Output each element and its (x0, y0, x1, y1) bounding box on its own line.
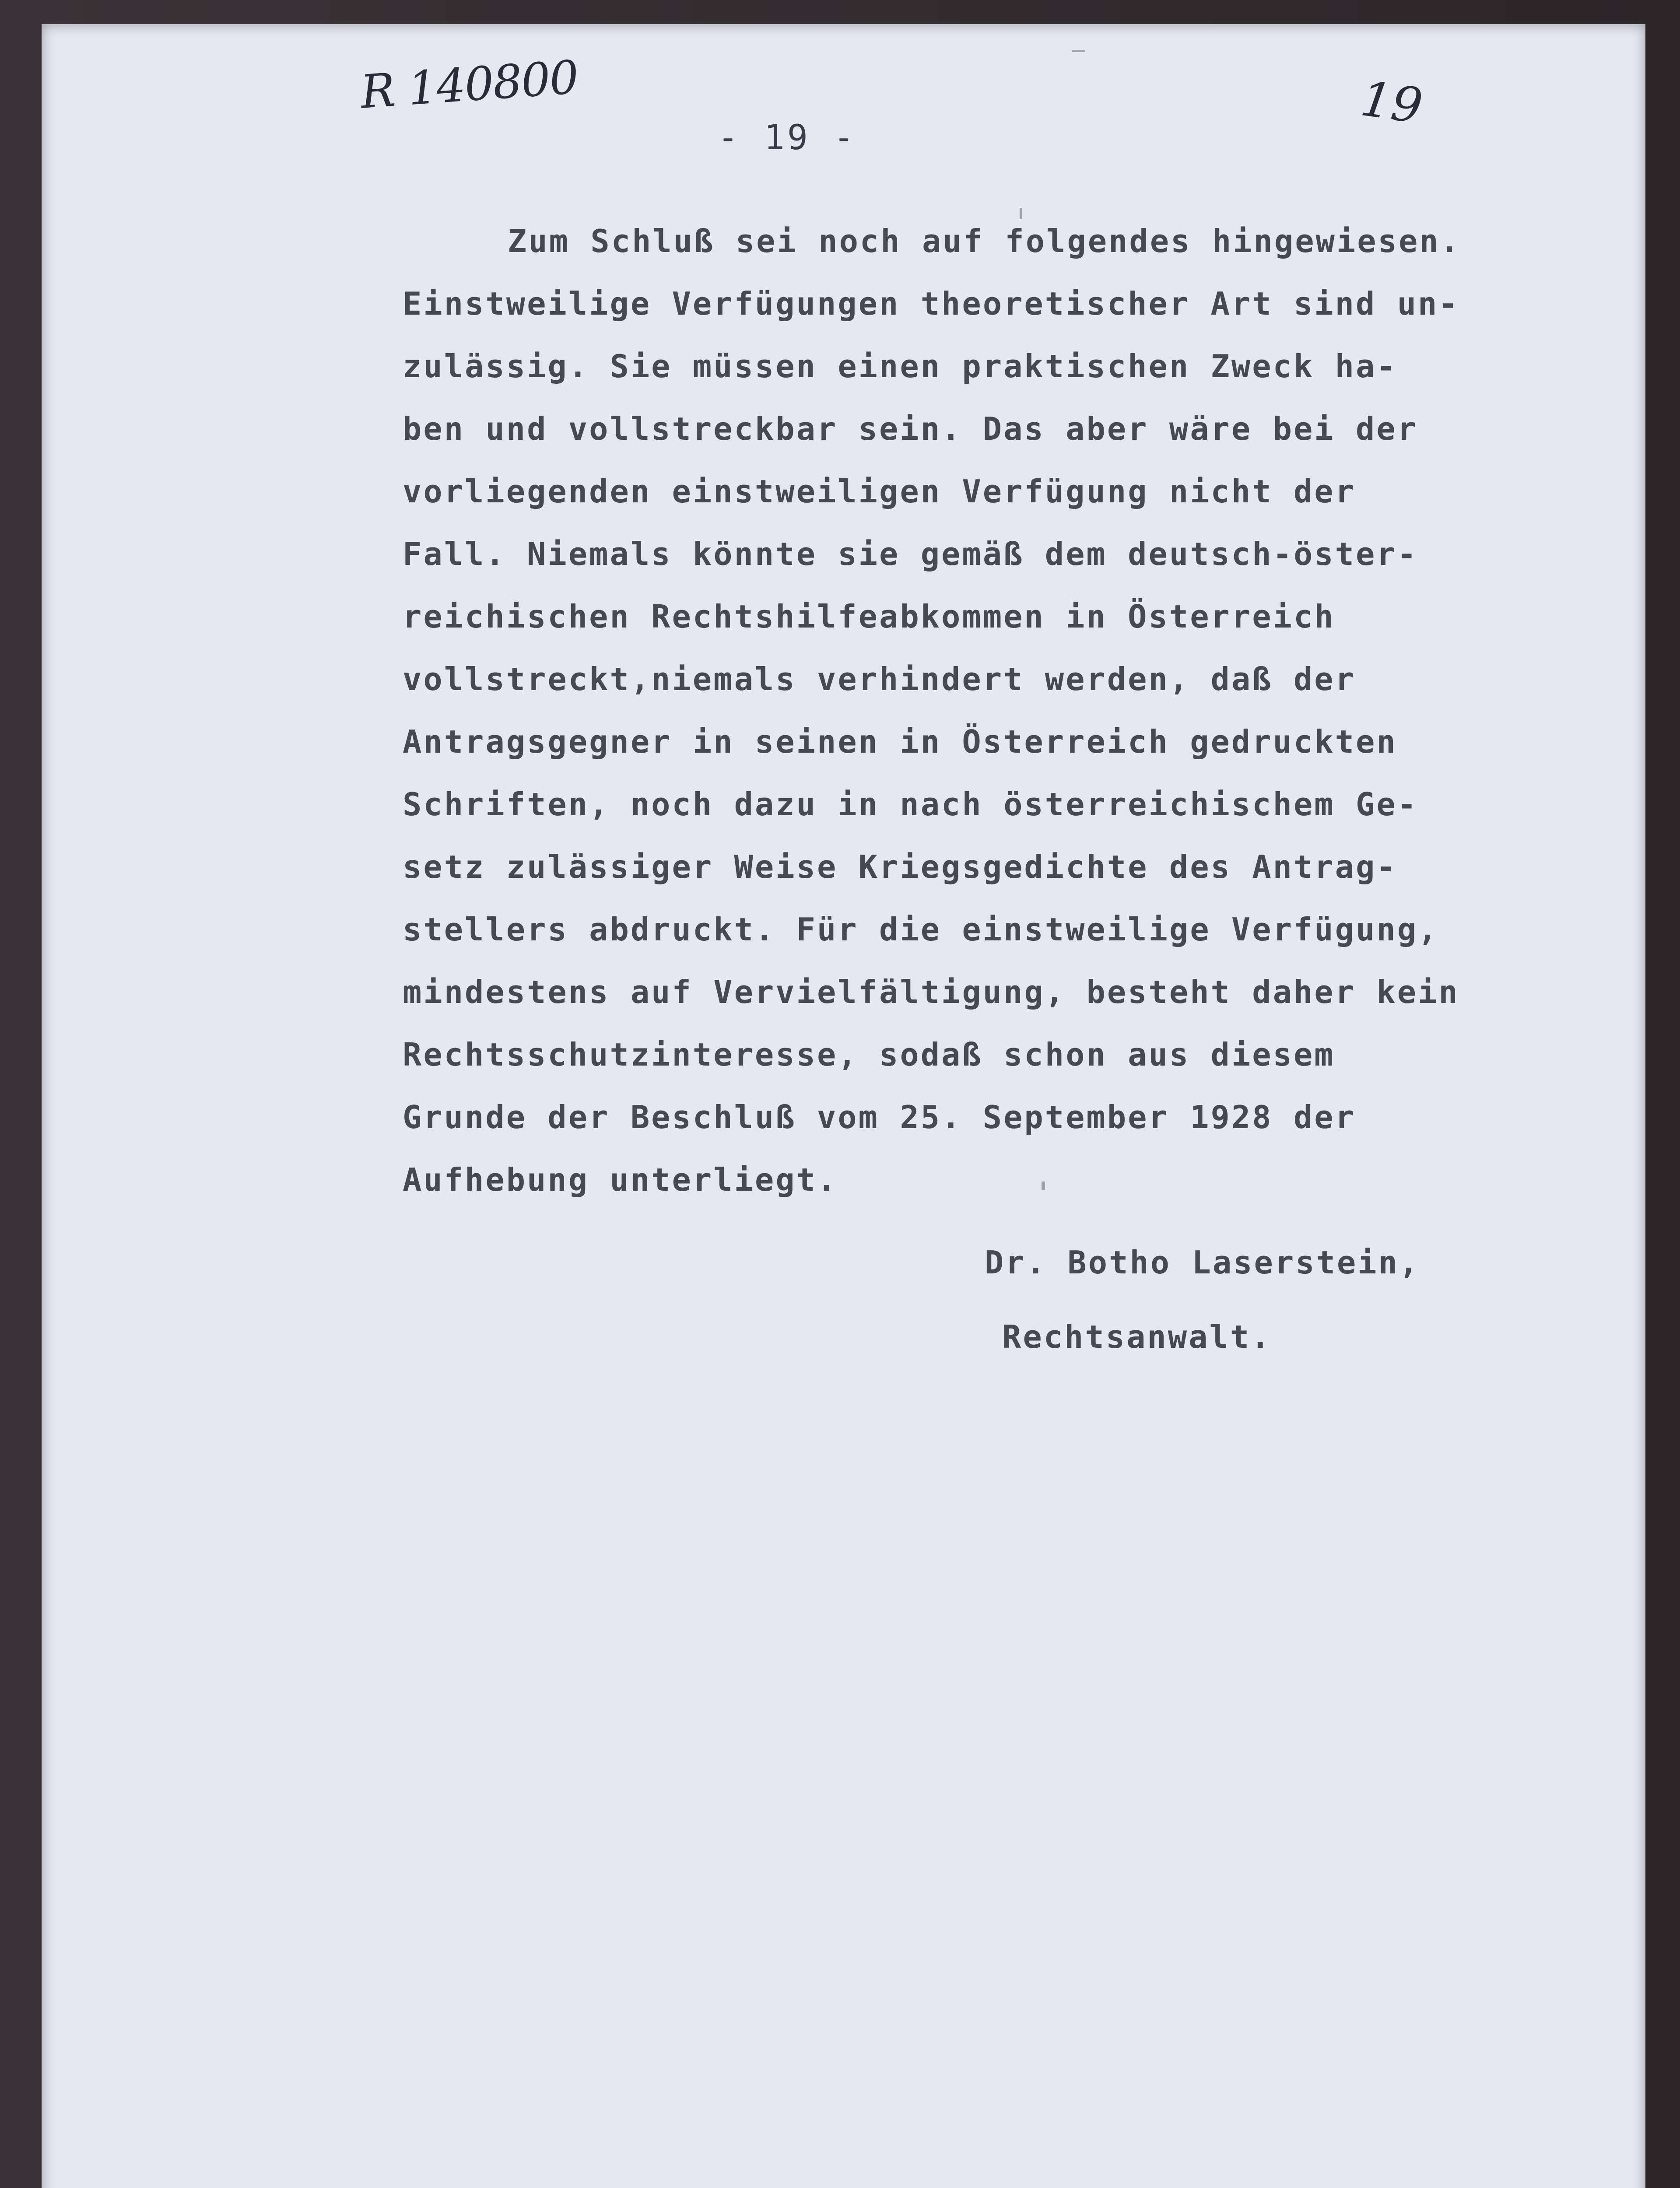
text-line: Fall. Niemals könnte sie gemäß dem deutsch-öster- (403, 536, 1418, 572)
text-line: vorliegenden einstweiligen Verfügung nicht der (403, 473, 1356, 510)
text-line: stellers abdruckt. Für die einstweilige Verfügung, (403, 911, 1439, 948)
scan-speck (1072, 50, 1085, 52)
scan-speck (1042, 1182, 1045, 1190)
text-line: reichischen Rechtshilfeabkommen in Österreich (403, 598, 1335, 635)
signature-name: Dr. Botho Laserstein, (985, 1244, 1420, 1281)
text-line: Aufhebung unterliegt. (403, 1161, 838, 1198)
text-line: Zum Schluß sei noch auf folgendes hingewiesen. (508, 223, 1461, 259)
text-line: Einstweilige Verfügungen theoretischer Art sind un- (403, 285, 1459, 322)
folio-number: 19 (1357, 70, 1426, 135)
text-line: setz zulässiger Weise Kriegsgedichte des Antrag- (403, 849, 1397, 885)
signature-block (985, 1225, 1420, 1374)
scan-speck (1020, 208, 1022, 219)
text-line: vollstreckt,niemals verhindert werden, daß der (403, 661, 1356, 698)
archive-mark: R 140800 (359, 50, 580, 119)
text-line: Rechtsschutzinteresse, sodaß schon aus diesem (403, 1036, 1335, 1073)
text-line: Antragsgegner in seinen in Österreich gedruckten (403, 723, 1397, 760)
text-line: Grunde der Beschluß vom 25. September 1928 der (403, 1099, 1356, 1136)
text-line: mindestens auf Vervielfältigung, besteht daher kein (403, 974, 1459, 1010)
document-body (403, 210, 1461, 1211)
text-line: Schriften, noch dazu in nach österreichischem Ge- (403, 786, 1418, 823)
text-line: zulässig. Sie müssen einen praktischen Zweck ha- (403, 348, 1397, 385)
signature-title: Rechtsanwalt. (1002, 1318, 1272, 1355)
page-number: - 19 - (718, 118, 857, 158)
text-line: ben und vollstreckbar sein. Das aber wäre bei der (403, 410, 1418, 447)
